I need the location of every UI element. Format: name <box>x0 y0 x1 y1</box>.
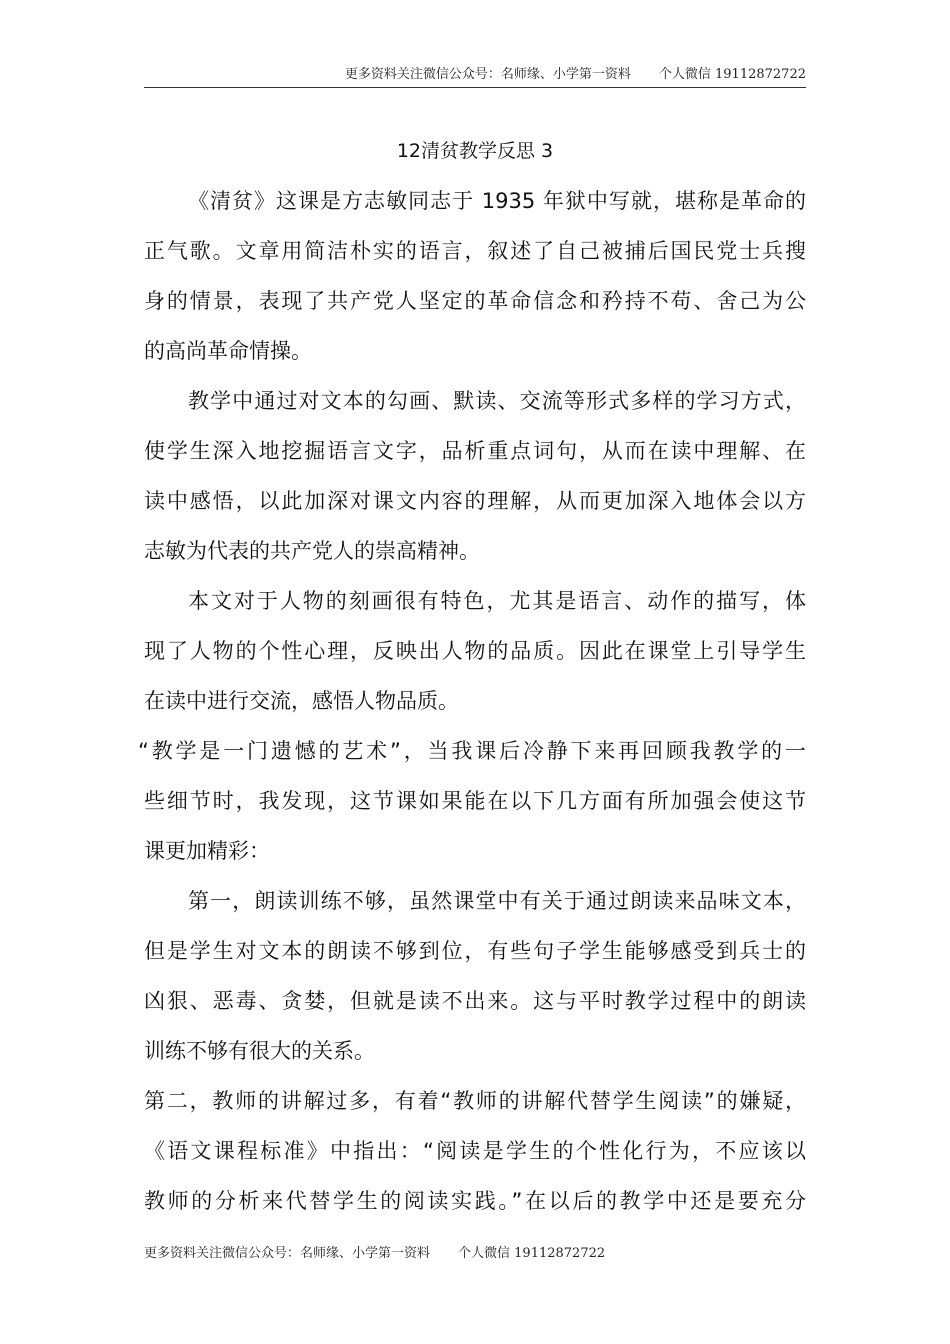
paragraph-2-line-4: 志敏为代表的共产党人的崇高精神。 <box>144 539 480 563</box>
paragraph-6-line-1: 第二，教师的讲解过多，有着“教师的讲解代替学生阅读”的嫌疑， <box>144 1089 806 1113</box>
paragraph-3-line-3: 在读中进行交流，感悟人物品质。 <box>144 689 459 713</box>
paragraph-5-line-4: 训练不够有很大的关系。 <box>144 1039 375 1063</box>
paragraph-3-line-1: 本文对于人物的刻画很有特色，尤其是语言、动作的描写，体 <box>188 589 806 613</box>
paragraph-1-line-1: 《清贫》这课是方志敏同志于 1935 年狱中写就，堪称是革命的 <box>188 189 806 213</box>
page-footer <box>144 1245 605 1263</box>
document-title: 12清贫教学反思 3 <box>396 140 554 162</box>
paragraph-2-line-1: 教学中通过对文本的勾画、默读、交流等形式多样的学习方式， <box>188 389 806 413</box>
header-source-text: 更多资料关注微信公众号：名师缘、小学第一资料 <box>344 67 631 82</box>
paragraph-4-line-3: 课更加精彩： <box>144 839 270 863</box>
paragraph-6-line-2: 《语文课程标准》中指出：“阅读是学生的个性化行为，不应该以 <box>144 1139 806 1163</box>
footer-source-text: 更多资料关注微信公众号：名师缘、小学第一资料 <box>144 1246 431 1261</box>
paragraph-1-line-4: 的高尚革命情操。 <box>144 339 312 363</box>
paragraph-5-line-2: 但是学生对文本的朗读不够到位，有些句子学生能够感受到兵士的 <box>144 939 806 963</box>
paragraph-4-line-2: 些细节时，我发现，这节课如果能在以下几方面有所加强会使这节 <box>144 789 806 813</box>
footer-contact-text: 个人微信 19112872722 <box>458 1246 606 1261</box>
document-body <box>138 176 806 1226</box>
paragraph-1-line-3: 身的情景，表现了共产党人坚定的革命信念和矜持不苟、舍己为公 <box>144 289 806 313</box>
paragraph-3-line-2: 现了人物的个性心理，反映出人物的品质。因此在课堂上引导学生 <box>144 639 806 663</box>
header-contact-text: 个人微信 19112872722 <box>658 67 806 82</box>
paragraph-4-line-1: “教学是一门遗憾的艺术”，当我课后冷静下来再回顾我教学的一 <box>138 739 806 763</box>
paragraph-2-line-3: 读中感悟，以此加深对课文内容的理解，从而更加深入地体会以方 <box>144 489 806 513</box>
page-header <box>144 66 806 84</box>
paragraph-5-line-1: 第一，朗读训练不够，虽然课堂中有关于通过朗读来品味文本， <box>188 889 806 913</box>
paragraph-5-line-3: 凶狠、恶毒、贪婪，但就是读不出来。这与平时教学过程中的朗读 <box>144 989 806 1013</box>
paragraph-6-line-3: 教师的分析来代替学生的阅读实践。”在以后的教学中还是要充分 <box>144 1189 806 1213</box>
paragraph-1-line-2: 正气歌。文章用简洁朴实的语言，叙述了自己被捕后国民党士兵搜 <box>144 239 806 263</box>
paragraph-2-line-2: 使学生深入地挖掘语言文字，品析重点词句，从而在读中理解、在 <box>144 439 806 463</box>
header-divider <box>144 87 806 88</box>
